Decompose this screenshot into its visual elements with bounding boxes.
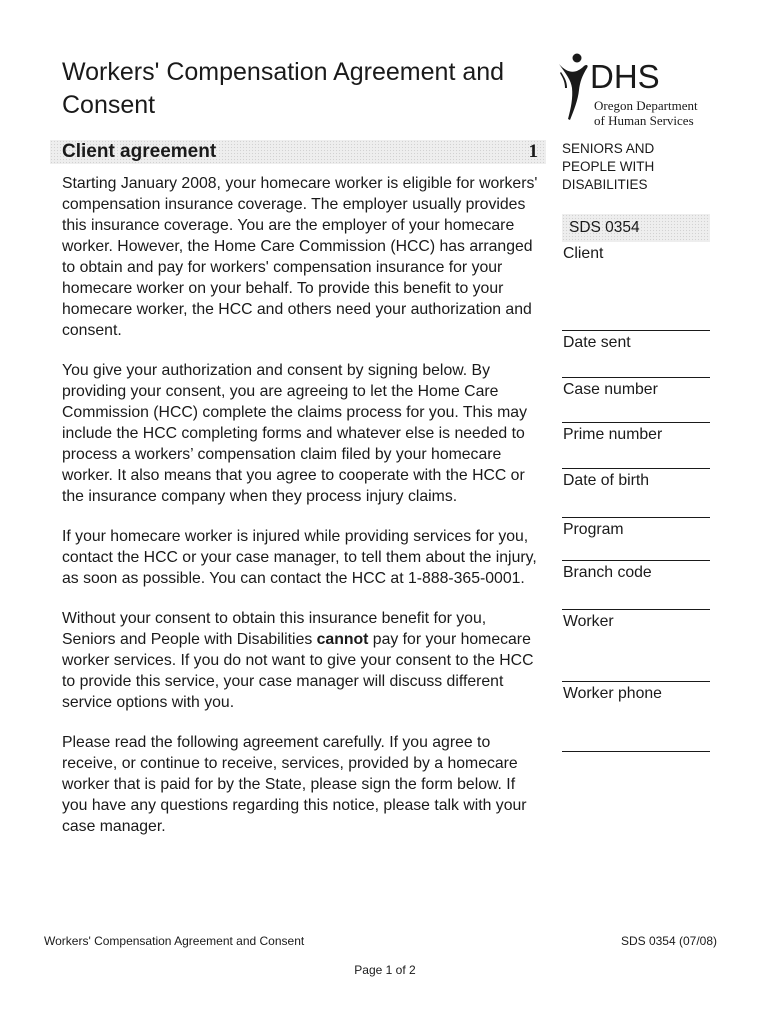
paragraph: You give your authorization and consent by signing below. By providing your consent, you are agreeing to let the Home Care Commission (HCC) complete the claims process for you. This may include the HCC completing forms and whatever else is needed to process a workers’ compensation claim filed by your homecare worker. It also means that you agree to cooperate with the HCC or the insurance company when they process injury claims. [62, 362, 527, 505]
section-header-bar [50, 140, 546, 164]
paragraph: If your homecare worker is injured while providing services for you, contact the HCC or your case manager, to tell them about the injury, as soon as possible. You can contact the HCC at 1-888-365-0001. [62, 528, 537, 587]
paragraph: Please read the following agreement carefully. If you agree to receive, or continue to receive, services, provided by a homecare worker that is paid for by the State, please sign the form below. If you have any questions regarding this notice, please talk with your case manager. [62, 734, 527, 835]
branch-code-field[interactable] [562, 609, 710, 610]
footer-form-code: SDS 0354 (07/08) [620, 934, 717, 948]
client-label: Client [563, 245, 604, 262]
case-number-field[interactable] [562, 422, 710, 423]
logo-org-line2: of Human Services [594, 113, 694, 128]
date-sent-label: Date sent [563, 334, 631, 351]
form-number-box [562, 214, 710, 242]
page-title: Workers' Compensation Agreement and Consent [62, 58, 505, 119]
paragraph: Starting January 2008, your homecare worker is eligible for workers' compensation insurance coverage. The employer usually provides this insurance coverage. You are the employer of your homecare worker. However, the Home Care Commission (HCC) has arranged to obtain and pay for workers' compensation insurance for your homecare worker on your behalf. To provide this benefit to your homecare worker, the HCC and others need your authorization and consent. [62, 175, 538, 339]
logo-org-name [594, 98, 698, 128]
date-of-birth-field[interactable] [562, 517, 710, 518]
prime-number-label: Prime number [563, 426, 663, 443]
footer-form-title: Workers' Compensation Agreement and Consent [44, 934, 305, 948]
section-heading: Client agreement [62, 141, 217, 162]
page-number: Page 1 of 2 [354, 963, 416, 977]
worker-phone-field[interactable] [562, 751, 710, 752]
division-name: SENIORS AND PEOPLE WITH DISABILITIES [562, 141, 655, 192]
worker-label: Worker [563, 613, 614, 630]
paragraph-text: pay for your homecare worker services. If you do not want to give your consent to the HCC to provide this service, your case manager will discuss different service options with you. [62, 631, 534, 711]
agreement-body [62, 173, 540, 856]
date-of-birth-label: Date of birth [563, 472, 650, 489]
paragraph [62, 608, 540, 713]
emphasis-text: cannot [316, 631, 369, 648]
branch-code-label: Branch code [563, 564, 652, 581]
form-number: SDS 0354 [569, 219, 640, 236]
dhs-logo [556, 52, 716, 136]
logo-org-line1: Oregon Department [594, 98, 698, 113]
date-sent-field[interactable] [562, 377, 710, 378]
case-number-label: Case number [563, 381, 658, 398]
program-field[interactable] [562, 560, 710, 561]
prime-number-field[interactable] [562, 468, 710, 469]
client-field[interactable] [562, 330, 710, 331]
paragraph-text: Without your consent to obtain this insurance benefit for you, Seniors and People with Disabilities [62, 610, 487, 648]
logo-acronym: DHS [590, 58, 660, 95]
worker-field[interactable] [562, 681, 710, 682]
section-number: 1 [528, 141, 538, 162]
worker-phone-label: Worker phone [563, 685, 662, 702]
program-label: Program [563, 521, 624, 538]
